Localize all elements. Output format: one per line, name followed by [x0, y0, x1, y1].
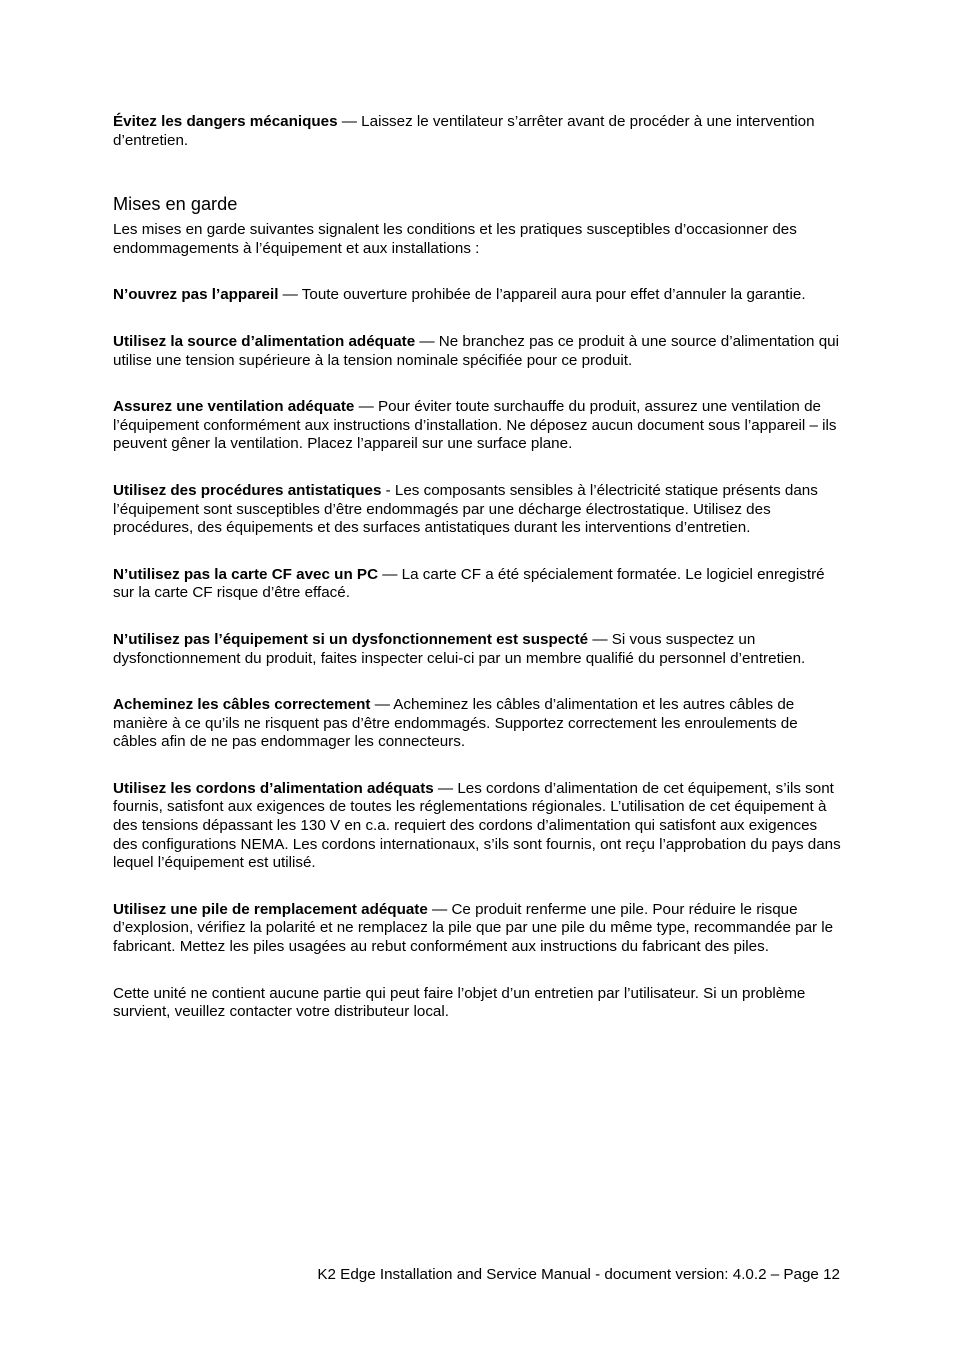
caution-text: — Ne branchez pas ce produit à une source d’alimentation qui utilise une tension supérieure à la tension nominale spécifiée pour ce produit. — [113, 332, 839, 369]
caution-paragraph — [113, 333, 841, 370]
caution-bold: Assurez une ventilation adéquate — [113, 398, 355, 416]
caution-text: — La carte CF a été spécialement formatée. Le logiciel enregistré sur la carte CF risque d’être effacé. — [113, 565, 825, 602]
caution-paragraph — [113, 482, 841, 538]
caution-bold: Acheminez les câbles correctement — [113, 696, 371, 714]
caution-text: - Les composants sensibles à l’électricité statique présents dans l’équipement sont susceptibles d’être endommagés par une décharge électrostatique. Utilisez des procédures, des équipements et des surfaces antistatiques durant les interventions d’entretien. — [113, 481, 818, 537]
caution-paragraph — [113, 286, 841, 305]
caution-bold: Utilisez des procédures antistatiques — [113, 481, 382, 499]
caution-text: — Acheminez les câbles d’alimentation et les autres câbles de manière à ce qu’ils ne risquent pas d’être endommagés. Supportez correctement les enroulements de câbles afin de ne pas endommager les connecteurs. — [113, 696, 798, 751]
closing-paragraph: Cette unité ne contient aucune partie qui peut faire l’objet d’un entretien par l’utilisateur. Si un problème survient, veuillez contacter votre distributeur local. — [113, 984, 806, 1021]
caution-paragraph — [113, 631, 841, 668]
caution-bold: Utilisez les cordons d’alimentation adéquats — [113, 779, 434, 797]
caution-paragraph — [113, 566, 841, 603]
caution-bold: N’utilisez pas la carte CF avec un PC — [113, 565, 379, 583]
caution-paragraph — [113, 780, 841, 873]
caution-bold: N’utilisez pas l’équipement si un dysfonctionnement est suspecté — [113, 630, 589, 648]
caution-bold: Utilisez une pile de remplacement adéquate — [113, 900, 428, 918]
intro-bold: Évitez les dangers mécaniques — [113, 113, 338, 130]
page-content — [113, 113, 841, 1022]
intro-paragraph — [113, 113, 841, 150]
caution-paragraph — [113, 901, 841, 957]
caution-bold: N’ouvrez pas l’appareil — [113, 286, 279, 304]
caution-text: — Ce produit renferme une pile. Pour réduire le risque d’explosion, vérifiez la polarité et ne remplacez la pile que par une pile du même type, recommandée par le fabricant. Mettez les piles usagées au rebut conformément aux instructions du fabricant des piles. — [113, 900, 834, 956]
caution-text: — Si vous suspectez un dysfonctionnement du produit, faites inspecter celui-ci par un membre qualifié du personnel d’entretien. — [113, 630, 806, 667]
caution-paragraph — [113, 398, 841, 454]
caution-bold: Utilisez la source d’alimentation adéquate — [113, 332, 416, 350]
section-title: Mises en garde — [113, 194, 238, 215]
page-footer: K2 Edge Installation and Service Manual - document version: 4.0.2 – Page 12 — [317, 1266, 840, 1283]
section-intro: Les mises en garde suivantes signalent les conditions et les pratiques susceptibles d’occasionner des endommagements à l’équipement et aux installations : — [113, 221, 797, 257]
caution-text: — Les cordons d’alimentation de cet équipement, s’ils sont fournis, satisfont aux exigences de toutes les réglementations régionales. L’utilisation de cet équipement à des tensions dépassant les 130 V en c.a. requiert des cordons d’alimentation qui satisfont aux exigences des configurations NEMA. Les cordons internationaux, s’ils sont fournis, ont reçu l’approbation du pays dans lequel l’équipement est utilisé. — [113, 779, 841, 872]
caution-text: — Pour éviter toute surchauffe du produit, assurez une ventilation de l’équipement conformément aux instructions d’installation. Ne déposez aucun document sous l’appareil – ils peuvent gêner la ventilation. Placez l’appareil sur une surface plane. — [113, 398, 837, 453]
caution-text: — Toute ouverture prohibée de l’appareil aura pour effet d’annuler la garantie. — [278, 286, 806, 304]
intro-text: — Laissez le ventilateur s’arrêter avant de procéder à une intervention d’entretien. — [113, 113, 815, 149]
caution-paragraph — [113, 696, 841, 752]
